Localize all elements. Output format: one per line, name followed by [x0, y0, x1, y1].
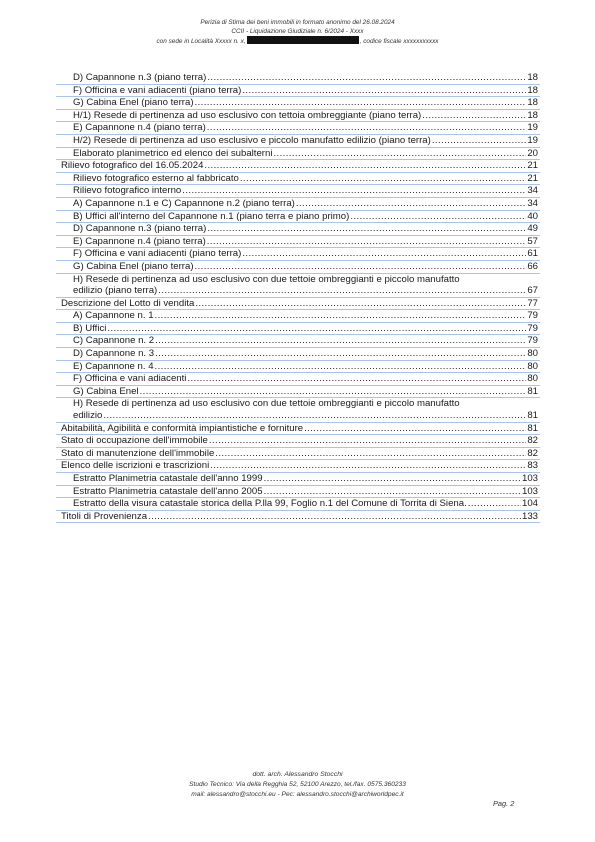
- toc-entry-title: A) Capannone n. 1: [73, 310, 154, 322]
- toc-entry[interactable]: [56, 211, 540, 224]
- toc-entry[interactable]: [56, 248, 540, 261]
- toc-dot-leader: [242, 248, 526, 260]
- toc-dot-leader: [148, 511, 521, 523]
- toc-entry-title: Stato di manutenzione dell'immobile: [61, 447, 215, 459]
- toc-entry-page-number: 79: [527, 322, 538, 334]
- toc-dot-leader: [140, 386, 527, 398]
- toc-entry-row: [73, 335, 540, 347]
- toc-entry-page-number: 80: [527, 373, 538, 385]
- redaction-bar: [247, 36, 359, 44]
- toc-entry-row: [73, 173, 540, 185]
- toc-entry[interactable]: [56, 348, 540, 361]
- toc-dot-leader: [242, 85, 526, 97]
- toc-entry[interactable]: [56, 310, 540, 323]
- toc-entry-title: G) Cabina Enel (piano terra): [73, 260, 194, 272]
- toc-dot-leader: [468, 498, 521, 510]
- toc-entry-row: [73, 261, 540, 273]
- toc-entry-page-number: 49: [527, 223, 538, 235]
- toc-dot-leader: [182, 185, 526, 197]
- toc-entry-row: [73, 198, 540, 210]
- toc-dot-leader: [210, 460, 526, 472]
- toc-dot-leader: [155, 310, 527, 322]
- toc-entry-title: Descrizione del Lotto di vendita: [61, 297, 195, 309]
- toc-entry-title: B) Uffici all'interno del Capannone n.1 (piano terra e piano primo): [73, 210, 350, 222]
- toc-dot-leader: [155, 361, 527, 373]
- page-header: [0, 19, 595, 47]
- toc-entry-title: H) Resede di pertinenza ad uso esclusivo con due tettoie ombreggianti e piccolo manufatto: [73, 273, 460, 285]
- toc-entry-title-continued: edilizio (piano terra): [73, 285, 158, 297]
- toc-dot-leader: [240, 173, 526, 185]
- page-number: Pag. 2: [493, 799, 515, 808]
- toc-entry-row: [73, 348, 540, 360]
- toc-entry-page-number: 77: [527, 297, 538, 309]
- toc-entry-row: [73, 323, 540, 335]
- toc-entry-title: Rilievo fotografico interno: [73, 185, 182, 197]
- toc-entry-title: H/1) Resede di pertinenza ad uso esclusivo con tettoia ombreggiante (piano terra): [73, 109, 422, 121]
- toc-entry[interactable]: [56, 160, 540, 173]
- toc-dot-leader: [187, 373, 526, 385]
- page-footer: [0, 770, 595, 799]
- toc-entry-page-number: 80: [527, 360, 538, 372]
- header-line-2: CCII - Liquidazione Giudiziale n. 6/2024 - Xxxx: [231, 27, 364, 35]
- toc-entry-row: [73, 135, 540, 147]
- toc-entry[interactable]: [56, 486, 540, 499]
- toc-entry[interactable]: [56, 361, 540, 374]
- toc-dot-leader: [207, 223, 526, 235]
- toc-dot-leader: [350, 211, 526, 223]
- toc-entry-title: D) Capannone n.3 (piano terra): [73, 72, 207, 83]
- toc-dot-leader: [296, 198, 526, 210]
- toc-entry[interactable]: [56, 473, 540, 486]
- toc-entry[interactable]: [56, 97, 540, 110]
- toc-entry-page-number: 34: [527, 185, 538, 197]
- toc-entry-title: Rilievo fotografico esterno al fabbricato: [73, 172, 239, 184]
- toc-entry-title: C) Capannone n. 2: [73, 335, 155, 347]
- toc-dot-leader: [107, 323, 526, 335]
- toc-dot-leader: [155, 348, 526, 360]
- toc-entry[interactable]: [56, 198, 540, 211]
- toc-entry-page-number: 83: [527, 460, 538, 472]
- toc-entry-title: Titoli di Provenienza: [61, 510, 148, 522]
- toc-entry-row: [73, 148, 540, 160]
- toc-entry-title: F) Officina e vani adiacenti: [73, 373, 187, 385]
- header-line-3-prefix: con sede in Località Xxxxx n. x,: [156, 38, 246, 46]
- toc-entry-page-number: 18: [527, 97, 538, 109]
- toc-entry[interactable]: [56, 223, 540, 236]
- toc-entry[interactable]: [56, 185, 540, 198]
- toc-entry-row: [73, 97, 540, 109]
- toc-entry-row: [73, 85, 540, 97]
- toc-dot-leader: [195, 261, 527, 273]
- toc-entry[interactable]: [56, 298, 540, 311]
- toc-entry-page-number: 103: [521, 485, 538, 497]
- toc-entry-row: [73, 223, 540, 235]
- toc-entry-page-number: 21: [527, 172, 538, 184]
- toc-entry-page-number: 61: [527, 248, 538, 260]
- toc-entry-page-number: 20: [527, 147, 538, 159]
- toc-entry[interactable]: [56, 460, 540, 473]
- toc-entry-page-number: 81: [527, 385, 538, 397]
- toc-dot-leader: [209, 435, 526, 447]
- toc-entry-row: [73, 373, 540, 385]
- toc-entry-title-continued: edilizio: [73, 410, 103, 422]
- table-of-contents: [56, 72, 540, 523]
- toc-entry[interactable]: [56, 323, 540, 336]
- toc-entry-title: Estratto della visura catastale storica della P.lla 99, Foglio n.1 del Comune di Torrita di Siena.: [73, 498, 467, 510]
- toc-entry[interactable]: [56, 373, 540, 386]
- toc-dot-leader: [195, 97, 527, 109]
- toc-entry-row: [61, 448, 540, 460]
- toc-entry-title: Estratto Planimetria catastale dell'anno 2005: [73, 485, 263, 497]
- toc-dot-leader: [207, 236, 527, 248]
- toc-entry-title: F) Officina e vani adiacenti (piano terra): [73, 84, 242, 96]
- toc-entry-row: [73, 122, 540, 134]
- toc-entry[interactable]: [56, 335, 540, 348]
- toc-entry-page-number: 81: [527, 410, 538, 422]
- footer-contacts: mail: alessandro@stocchi.eu - Pec: alessandro.stocchi@archiworldpec.it: [191, 790, 404, 798]
- toc-entry-row: [73, 386, 540, 398]
- toc-entry-row: [73, 248, 540, 260]
- toc-entry-page-number: 82: [527, 447, 538, 459]
- toc-entry-row: [73, 498, 540, 510]
- toc-entry-page-number: 80: [527, 348, 538, 360]
- toc-entry[interactable]: [56, 398, 540, 422]
- toc-entry-row: [61, 160, 540, 172]
- toc-entry[interactable]: [56, 435, 540, 448]
- toc-entry[interactable]: [56, 173, 540, 186]
- toc-entry[interactable]: [56, 498, 540, 511]
- toc-entry-row: [61, 298, 540, 310]
- toc-entry-row: [61, 460, 540, 472]
- footer-studio: Studio Tecnico: Via della Regghia 52, 52100 Arezzo, tel./fax. 0575.360233: [189, 780, 406, 788]
- toc-entry[interactable]: [56, 423, 540, 436]
- toc-entry-row: [61, 435, 540, 447]
- toc-entry-page-number: 81: [527, 422, 538, 434]
- footer-author: dott. arch. Alessandro Stocchi: [252, 771, 343, 778]
- toc-entry[interactable]: [56, 448, 540, 461]
- toc-entry-page-number: 79: [527, 335, 538, 347]
- toc-entry-row: [73, 285, 540, 297]
- toc-entry-title: G) Cabina Enel (piano terra): [73, 97, 194, 109]
- toc-entry-row: [73, 236, 540, 248]
- toc-entry-row: [73, 473, 540, 485]
- toc-entry-title: F) Officina e vani adiacenti (piano terra): [73, 248, 242, 260]
- toc-entry-row: [73, 211, 540, 223]
- toc-entry-page-number: 18: [527, 72, 538, 83]
- toc-dot-leader: [215, 448, 526, 460]
- toc-entry-title: H) Resede di pertinenza ad uso esclusivo con due tettoie ombreggianti e piccolo manufatto: [73, 398, 460, 410]
- toc-dot-leader: [304, 423, 526, 435]
- toc-entry-page-number: 19: [527, 134, 538, 146]
- toc-entry-row: [73, 310, 540, 322]
- toc-entry-page-number: 57: [527, 235, 538, 247]
- toc-entry-page-number: 103: [521, 473, 538, 484]
- toc-dot-leader: [273, 148, 526, 160]
- toc-entry-page-number: 82: [527, 435, 538, 447]
- toc-dot-leader: [432, 135, 527, 147]
- toc-entry[interactable]: [56, 148, 540, 161]
- toc-entry-title: Rilievo fotografico del 16.05.2024: [61, 160, 204, 172]
- toc-entry-page-number: 19: [527, 122, 538, 134]
- toc-entry-title: E) Capannone n.4 (piano terra): [73, 235, 206, 247]
- toc-entry-row: [73, 361, 540, 373]
- toc-entry-title: B) Uffici: [73, 322, 107, 334]
- toc-entry[interactable]: [56, 110, 540, 123]
- toc-dot-leader: [204, 160, 526, 172]
- toc-entry-title: D) Capannone n.3 (piano terra): [73, 223, 207, 235]
- toc-entry-page-number: 18: [527, 109, 538, 121]
- toc-entry[interactable]: [56, 135, 540, 148]
- toc-entry-page-number: 79: [527, 310, 538, 322]
- toc-entry-title: Estratto Planimetria catastale dell'anno 1999: [73, 473, 263, 484]
- toc-entry-row: [61, 423, 540, 435]
- toc-entry-title: Stato di occupazione dell'immobile: [61, 435, 208, 447]
- toc-entry-title: D) Capannone n. 3: [73, 348, 155, 360]
- toc-entry-row: [73, 185, 540, 197]
- toc-entry-row: [73, 110, 540, 122]
- header-line-3-suffix: , codice fiscale xxxxxxxxxxx: [359, 38, 439, 46]
- toc-entry-page-number: 40: [527, 210, 538, 222]
- toc-dot-leader: [207, 122, 527, 134]
- toc-entry-title: E) Capannone n.4 (piano terra): [73, 122, 206, 134]
- toc-entry[interactable]: [56, 85, 540, 98]
- toc-entry[interactable]: [56, 261, 540, 274]
- toc-dot-leader: [158, 285, 526, 297]
- toc-entry-page-number: 67: [527, 285, 538, 297]
- toc-dot-leader: [195, 298, 526, 310]
- toc-entry[interactable]: [56, 72, 540, 85]
- toc-entry-page-number: 18: [527, 84, 538, 96]
- toc-entry[interactable]: [56, 122, 540, 135]
- toc-entry-title: Elaborato planimetrico ed elenco dei subalterni: [73, 147, 273, 159]
- toc-dot-leader: [264, 486, 521, 498]
- toc-entry-title: Elenco delle iscrizioni e trascrizioni: [61, 460, 210, 472]
- toc-entry[interactable]: [56, 274, 540, 298]
- toc-dot-leader: [155, 335, 526, 347]
- toc-entry-title: Abitabilità, Agibilità e conformità impiantistiche e forniture: [61, 422, 304, 434]
- header-line-1: Perizia di Stima dei beni immobili in formato anonimo del 26.08.2024: [200, 19, 395, 26]
- toc-entry-title: E) Capannone n. 4: [73, 360, 154, 372]
- toc-entry-page-number: 34: [527, 197, 538, 209]
- toc-entry-page-number: 104: [521, 498, 538, 510]
- toc-dot-leader: [207, 72, 526, 84]
- toc-entry-row: [73, 72, 540, 84]
- toc-entry-title: A) Capannone n.1 e C) Capannone n.2 (piano terra): [73, 197, 295, 209]
- toc-entry-page-number: 66: [527, 260, 538, 272]
- toc-entry-row: [73, 486, 540, 498]
- toc-dot-leader: [103, 410, 526, 422]
- toc-entry-row: [73, 410, 540, 422]
- toc-dot-leader: [422, 110, 526, 122]
- toc-entry-title: G) Cabina Enel: [73, 385, 139, 397]
- toc-entry-row: [61, 511, 540, 523]
- toc-entry[interactable]: [56, 511, 540, 524]
- toc-entry-page-number: 21: [527, 160, 538, 172]
- toc-entry[interactable]: [56, 386, 540, 399]
- toc-entry[interactable]: [56, 236, 540, 249]
- toc-entry-page-number: 133: [521, 510, 538, 522]
- toc-entry-title: H/2) Resede di pertinenza ad uso esclusivo e piccolo manufatto edilizio (piano terra): [73, 134, 431, 146]
- toc-dot-leader: [264, 473, 521, 485]
- header-line-3: [0, 36, 595, 47]
